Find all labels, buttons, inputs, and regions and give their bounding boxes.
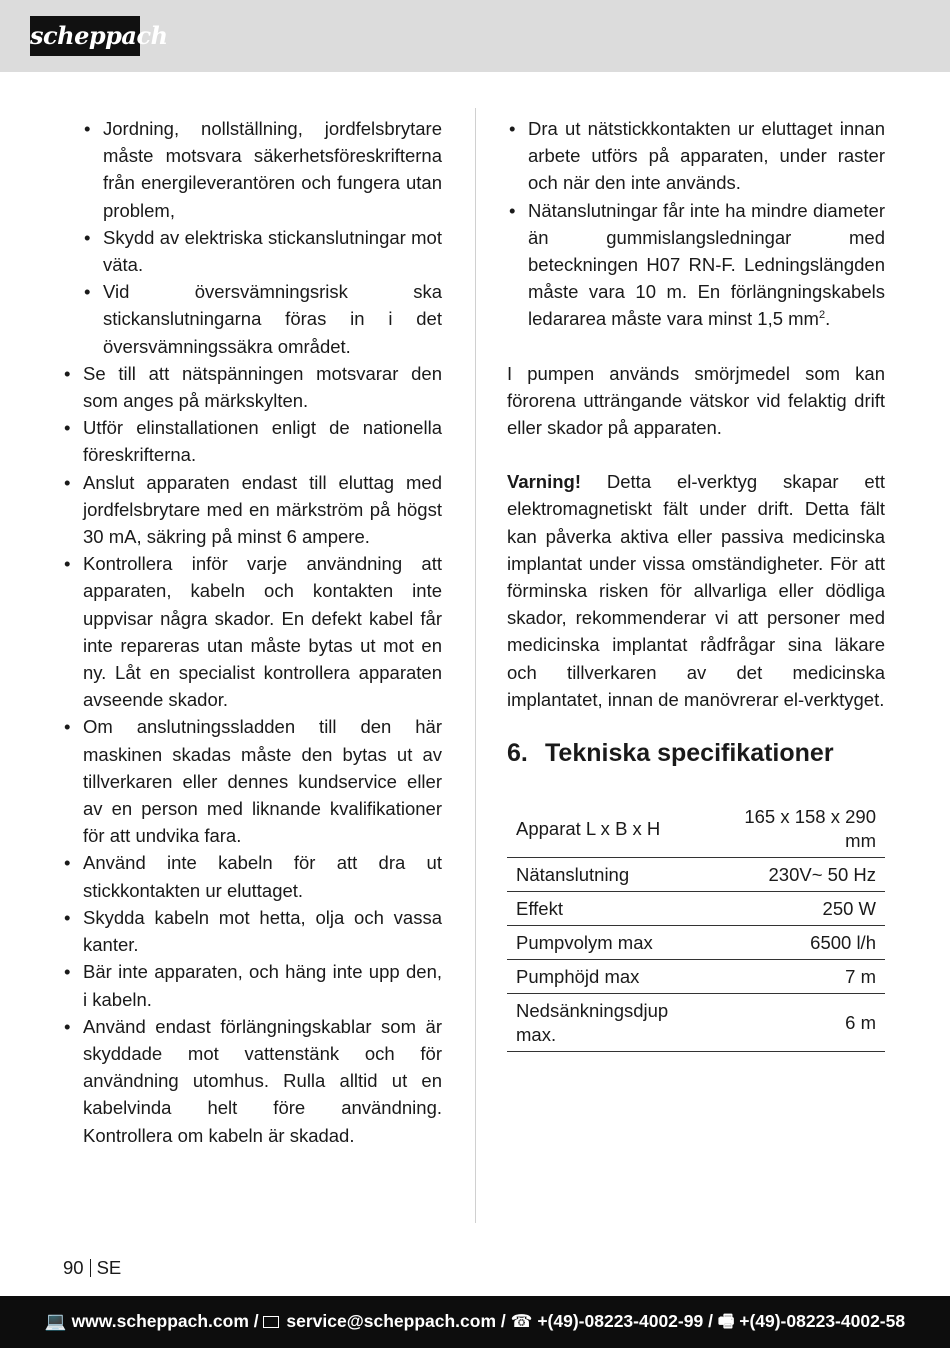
spec-value: 165 x 158 x 290 mm	[715, 800, 885, 858]
table-row	[507, 892, 885, 926]
section-heading	[507, 737, 885, 769]
computer-icon: 💻	[44, 1311, 67, 1331]
language-code: SE	[96, 1257, 122, 1278]
page-separator	[90, 1259, 91, 1277]
superscript: 2	[818, 309, 826, 322]
spec-label: Nätanslutning	[507, 858, 715, 892]
table-row	[507, 858, 885, 892]
list-item: • Kontrollera inför varje användning att apparaten, kabeln och kontakten inte uppvisar några skador. En defekt kabel får inte repareras utan måste bytas ut mot en ny. Låt en specialist kontrollera apparaten avseende skador.	[62, 550, 442, 713]
page-header	[0, 0, 950, 72]
phone-icon: ☎	[510, 1311, 533, 1331]
list-item: • Använd endast förlängningskablar som är skyddade mot vattenstänk och för användning utomhus. Rulla alltid ut en kabelvinda helt före användning. Kontrollera om kabeln är skadad.	[62, 1013, 442, 1149]
section-number: 6.	[507, 739, 528, 768]
scheppach-logo: scheppach	[30, 16, 140, 56]
table-row	[507, 800, 885, 858]
spec-label: Nedsänkningsdjup max.	[507, 994, 715, 1052]
list-item-end: .	[825, 308, 831, 330]
contact-footer	[0, 1296, 950, 1348]
spec-table	[507, 800, 885, 1052]
list-item: • Använd inte kabeln för att dra ut stickkontakten ur eluttaget.	[62, 849, 442, 903]
page-number-label	[63, 1256, 121, 1280]
list-item: • Se till att nätspänningen motsvarar den som anges på märkskylten.	[62, 360, 442, 414]
bullet-list	[62, 360, 442, 1149]
fax-icon: 🖷	[717, 1311, 735, 1331]
spec-value: 6500 l/h	[715, 926, 885, 960]
table-row	[507, 994, 885, 1052]
sub-bullet-list	[62, 115, 442, 360]
spec-value: 7 m	[715, 960, 885, 994]
warning-paragraph	[507, 468, 885, 713]
phone-number: +(49)-08223-4002-99 /	[537, 1311, 713, 1331]
spec-label: Pumphöjd max	[507, 960, 715, 994]
list-item: • Jordning, nollställning, jordfelsbrytare måste motsvara säkerhetsföreskrifterna från energileverantören och fungera utan problem,	[82, 115, 442, 224]
page-number: 90	[63, 1257, 84, 1278]
list-item: • Skydda kabeln mot hetta, olja och vassa kanter.	[62, 904, 442, 958]
warning-text: Detta el-verktyg skapar ett elektromagnetiskt fält under drift. Detta fält kan påverka aktiva eller passiva medicinska implantat under vissa omständigheter. För att förminska risken för allvarliga eller dödliga skador, rekommenderar vi att personer med medicinska implantat rådfrågar sina läkare och tillverkaren av det medicinska implantatet, innan de manövrerar el-verktyget.	[507, 471, 885, 710]
list-item: • Utför elinstallationen enligt de nationella föreskrifterna.	[62, 414, 442, 468]
fax-number: +(49)-08223-4002-58	[739, 1311, 906, 1331]
spec-label: Apparat L x B x H	[507, 800, 715, 858]
spec-value: 6 m	[715, 994, 885, 1052]
left-column	[62, 115, 442, 1149]
list-item: • Vid översvämningsrisk ska stickanslutningarna föras in i det översvämningssäkra området.	[82, 278, 442, 360]
warning-label: Varning!	[507, 471, 582, 493]
spec-value: 250 W	[715, 892, 885, 926]
column-divider	[475, 108, 476, 1223]
list-item-text: Nätanslutningar får inte ha mindre diameter än gummislangsledningar med beteckningen H07 RN-F. Ledningslängden måste vara 10 m. En förlängningskabels ledararea måste vara minst 1,5 mm	[528, 199, 885, 330]
spec-label: Effekt	[507, 892, 715, 926]
spec-label: Pumpvolym max	[507, 926, 715, 960]
right-column	[507, 115, 885, 1052]
spec-value: 230V~ 50 Hz	[715, 858, 885, 892]
email-icon	[263, 1316, 279, 1328]
bullet-list	[507, 115, 885, 333]
website-link[interactable]: www.scheppach.com /	[71, 1311, 259, 1331]
list-item: • Dra ut nätstickkontakten ur eluttaget innan arbete utförs på apparaten, under raster och när den inte används.	[507, 115, 885, 197]
table-row	[507, 926, 885, 960]
lubricant-paragraph: I pumpen används smörjmedel som kan förorena utträngande vätskor vid felaktig drift eller skador på apparaten.	[507, 362, 885, 439]
list-item: • Skydd av elektriska stickanslutningar mot väta.	[82, 224, 442, 278]
list-item	[507, 197, 885, 333]
list-item: • Bär inte apparaten, och häng inte upp den, i kabeln.	[62, 958, 442, 1012]
table-row	[507, 960, 885, 994]
list-item: • Om anslutningssladden till den här maskinen skadas måste den bytas ut av tillverkaren eller dennes kundservice eller av en person med liknande kvalifikationer för att undvika fara.	[62, 713, 442, 849]
email-link[interactable]: service@scheppach.com /	[286, 1311, 506, 1331]
list-item: • Anslut apparaten endast till eluttag med jordfelsbrytare med en märkström på högst 30 mA, säkring på minst 6 ampere.	[62, 469, 442, 551]
section-title: Tekniska specifikationer	[545, 739, 834, 768]
